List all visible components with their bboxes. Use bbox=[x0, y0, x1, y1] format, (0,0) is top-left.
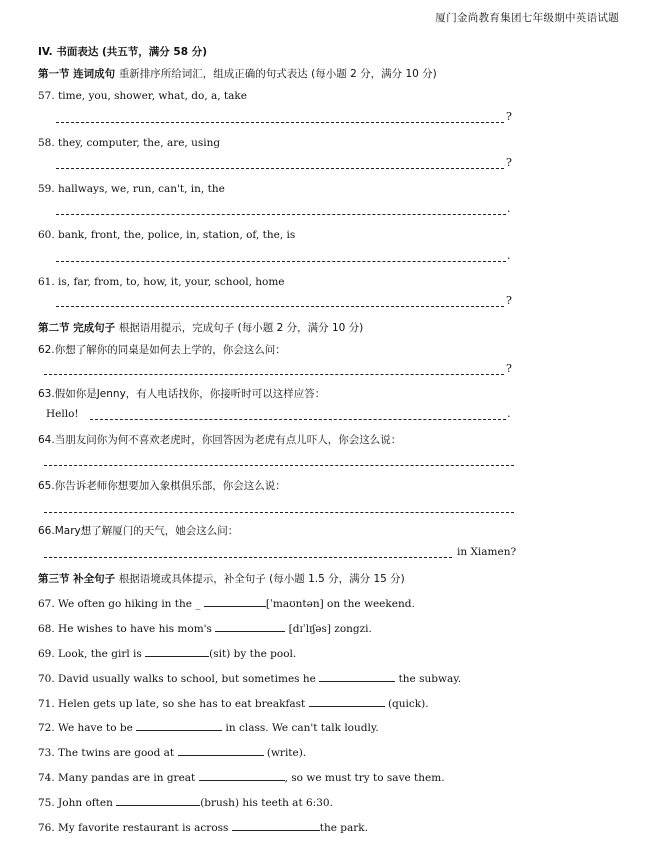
question-64: 64.当朋友问你为何不喜欢老虎时，你回答因为老虎有点儿吓人，你会这么说： bbox=[38, 434, 402, 446]
answer-line-64[interactable] bbox=[44, 465, 514, 466]
answer-line-59[interactable] bbox=[56, 214, 506, 215]
question-71: 71. Helen gets up late, so she has to eat breakfast (quick). bbox=[38, 698, 429, 710]
blank-73[interactable] bbox=[178, 745, 264, 756]
question-65: 65.你告诉老师你想要加入象棋俱乐部，你会这么说： bbox=[38, 480, 286, 492]
blank-71[interactable] bbox=[309, 696, 385, 707]
question-60: 60. bank, front, the, police, in, station, of, the, is bbox=[38, 229, 296, 241]
section2-instruction: 根据语用提示，完成句子 (每小题 2 分，满分 10 分) bbox=[118, 322, 364, 334]
end-mark-58: ? bbox=[506, 156, 512, 169]
question-62: 62.你想了解你的同桌是如何去上学的，你会这么问： bbox=[38, 344, 286, 356]
answer-line-65[interactable] bbox=[44, 512, 514, 513]
section1-heading bbox=[38, 66, 437, 81]
end-mark-63: . bbox=[507, 407, 511, 420]
end-mark-61: ? bbox=[506, 294, 512, 307]
hello-lead: Hello! bbox=[46, 408, 79, 420]
blank-69[interactable] bbox=[145, 646, 209, 657]
section3-heading bbox=[38, 571, 405, 586]
answer-line-62[interactable] bbox=[44, 374, 504, 375]
section3-title: 第三节 补全句子 bbox=[38, 573, 116, 585]
part4-title: IV. 书面表达 (共五节，满分 58 分) bbox=[38, 46, 207, 58]
question-66: 66.Mary想了解厦门的天气，她会这么问： bbox=[38, 525, 239, 537]
section2-heading bbox=[38, 320, 363, 335]
answer-line-61[interactable] bbox=[56, 306, 504, 307]
answer-line-63[interactable] bbox=[90, 419, 506, 420]
question-63: 63.假如你是Jenny，有人电话找你，你接听时可以这样应答： bbox=[38, 388, 326, 400]
question-70: 70. David usually walks to school, but sometimes he the subway. bbox=[38, 673, 462, 685]
question-59: 59. hallways, we, run, can't, in, the bbox=[38, 183, 225, 195]
question-69: 69. Look, the girl is (sit) by the pool. bbox=[38, 648, 297, 660]
question-76: 76. My favorite restaurant is across the park. bbox=[38, 822, 368, 834]
question-72: 72. We have to be in class. We can't talk loudly. bbox=[38, 722, 379, 734]
end-mark-60: . bbox=[507, 249, 511, 262]
blank-68[interactable] bbox=[215, 621, 285, 632]
blank-76[interactable] bbox=[232, 820, 320, 831]
tail-66: in Xiamen? bbox=[457, 546, 517, 558]
answer-line-60[interactable] bbox=[56, 261, 506, 262]
question-74: 74. Many pandas are in great , so we must try to save them. bbox=[38, 772, 445, 784]
blank-67[interactable] bbox=[204, 596, 266, 607]
question-67: 67. We often go hiking in the _ [ˈmaʊntən] on the weekend. bbox=[38, 598, 415, 610]
end-mark-59: . bbox=[507, 202, 511, 215]
answer-line-66[interactable] bbox=[44, 557, 452, 558]
answer-line-58[interactable] bbox=[56, 168, 504, 169]
blank-75[interactable] bbox=[116, 795, 200, 806]
end-mark-57: ? bbox=[506, 110, 512, 123]
section1-title: 第一节 连词成句 bbox=[38, 68, 116, 80]
question-68: 68. He wishes to have his mom's [dɪˈlɪʃəs] zongzi. bbox=[38, 623, 372, 635]
exam-header: 厦门金尚教育集团七年级期中英语试题 bbox=[435, 12, 619, 24]
section2-title: 第二节 完成句子 bbox=[38, 322, 116, 334]
section1-instruction: 重新排序所给词汇，组成正确的句式表达 (每小题 2 分，满分 10 分) bbox=[118, 68, 437, 80]
question-61: 61. is, far, from, to, how, it, your, school, home bbox=[38, 276, 285, 288]
answer-line-57[interactable] bbox=[56, 122, 504, 123]
end-mark-62: ? bbox=[506, 362, 512, 375]
question-58: 58. they, computer, the, are, using bbox=[38, 137, 221, 149]
question-75: 75. John often (brush) his teeth at 6:30. bbox=[38, 797, 333, 809]
blank-74[interactable] bbox=[199, 770, 285, 781]
question-57: 57. time, you, shower, what, do, a, take bbox=[38, 90, 247, 102]
blank-72[interactable] bbox=[136, 720, 222, 731]
section3-instruction: 根据语境或具体提示，补全句子 (每小题 1.5 分，满分 15 分) bbox=[118, 573, 405, 585]
blank-70[interactable] bbox=[319, 671, 395, 682]
question-73: 73. The twins are good at (write). bbox=[38, 747, 307, 759]
